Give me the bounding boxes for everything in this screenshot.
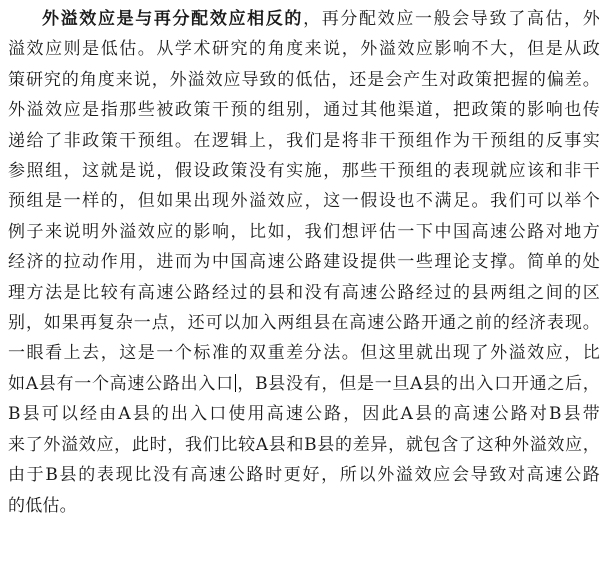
text-line: 外溢效应是指那些被政策干预的组别，通过其他渠道，把政策的影响也传 (8, 100, 600, 121)
text-line (8, 369, 600, 399)
text-line: 理方法是比较有高速公路经过的县和没有高速公路经过的县两组之间的区 (8, 282, 600, 303)
document-body (8, 4, 600, 521)
text-line: 一眼看上去，这是一个标准的双重差分法。但这里就出现了外溢效应，比 (8, 343, 600, 364)
bold-lead-phrase: 外溢效应是与再分配效应相反的 (42, 9, 304, 29)
text-line: 来了外溢效应，此时，我们比较A县和B县的差异，就包含了这种外溢效应， (8, 434, 600, 455)
text-line: 溢效应则是低估。从学术研究的角度来说，外溢效应影响不大，但是从政 (8, 39, 600, 60)
text-line: 经济的拉动作用，进而为中国高速公路建设提供一些理论支撑。简单的处 (8, 252, 600, 273)
text-line (8, 4, 600, 34)
text-line: 参照组，这就是说，假设政策没有实施，那些干预组的表现就应该和非干 (8, 161, 600, 182)
text-line: 例子来说明外溢效应的影响，比如，我们想评估一下中国高速公路对地方 (8, 221, 600, 242)
text-cursor[interactable] (235, 374, 236, 392)
text-line: 别，如果再复杂一点，还可以加入两组县在高速公路开通之前的经济表现。 (8, 313, 600, 334)
text-line: 递给了非政策干预组。在逻辑上，我们是将非干预组作为干预组的反事实 (8, 130, 600, 151)
text-line: 策研究的角度来说，外溢效应导致的低估，还是会产生对政策把握的偏差。 (8, 69, 600, 90)
line-text: 如A县有一个高速公路出入口 (8, 373, 234, 394)
text-line: B县可以经由A县的出入口使用高速公路，因此A县的高速公路对B县带 (8, 404, 600, 425)
text-line: 的低估。 (8, 495, 77, 516)
line-text: ，B县没有，但是一旦A县的出入口开通之后， (236, 373, 600, 394)
text-line: 由于B县的表现比没有高速公路时更好，所以外溢效应会导致对高速公路 (8, 465, 600, 486)
text-line: 预组是一样的，但如果出现外溢效应，这一假设也不满足。我们可以举个 (8, 191, 600, 212)
line-text: ，再分配效应一般会导致了高估，外 (303, 9, 600, 29)
